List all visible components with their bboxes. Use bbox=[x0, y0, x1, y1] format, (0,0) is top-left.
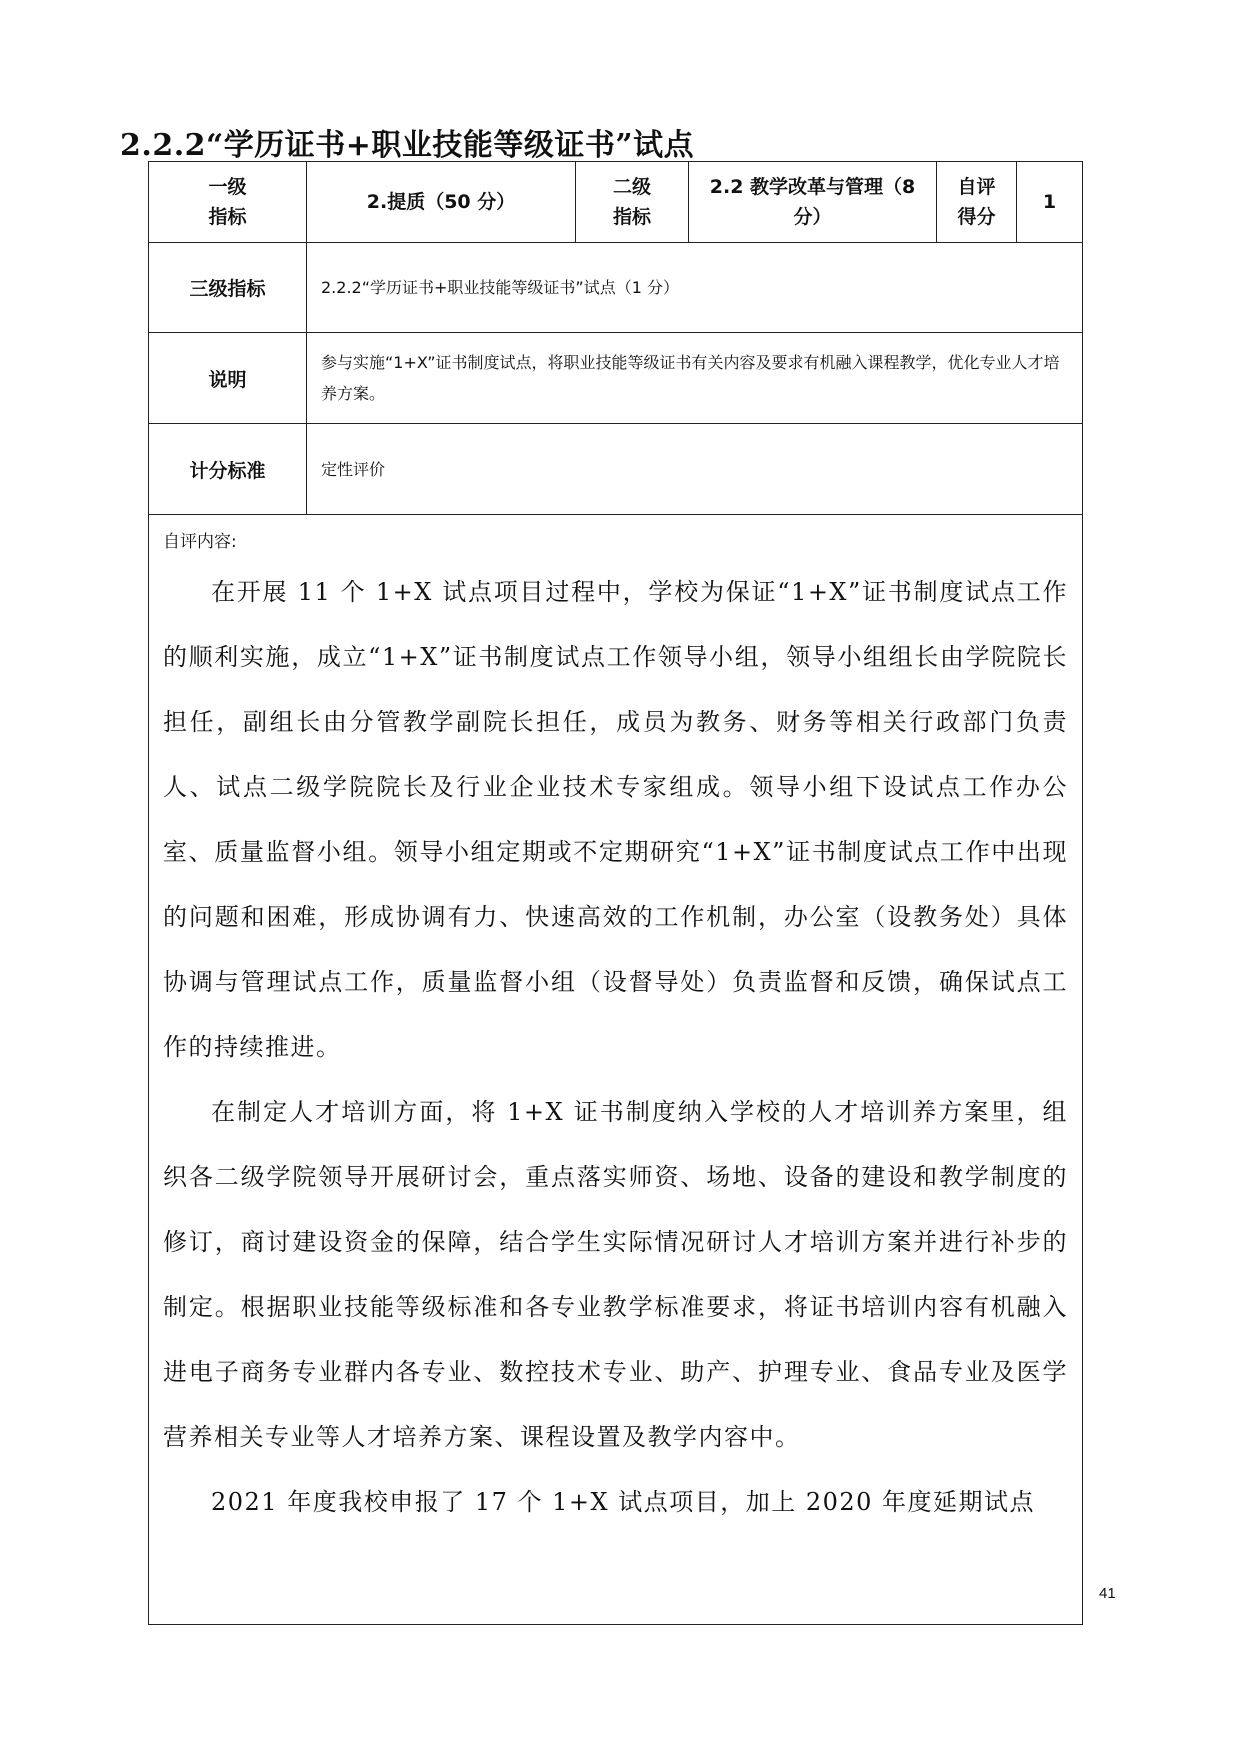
description-label: 说明 bbox=[149, 333, 307, 423]
level2-value: 2.2 教学改革与管理（8 分） bbox=[689, 162, 937, 242]
self-score-label: 自评 得分 bbox=[937, 162, 1017, 242]
page-number: 41 bbox=[1099, 1585, 1116, 1602]
level2-label: 二级 指标 bbox=[576, 162, 689, 242]
content-paragraph: 在开展 11 个 1+X 试点项目过程中，学校为保证“1+X”证书制度试点工作的顺利实施，成立“1+X”证书制度试点工作领导小组，领导小组组长由学院院长担任，副组长由分管教学副院长担任，成员为教务、财务等相关行政部门负责人、试点二级学院院长及行业企业技术专家组成。领导小组下设试点工作办公室、质量监督小组。领导小组定期或不定期研究“1+X”证书制度试点工作中出现的问题和困难，形成协调有力、快速高效的工作机制，办公室（设教务处）具体协调与管理试点工作，质量监督小组（设督导处）负责监督和反馈，确保试点工作的持续推进。 bbox=[163, 578, 1068, 1061]
self-score-value: 1 bbox=[1042, 191, 1057, 213]
self-eval-content bbox=[149, 515, 1082, 1624]
third-level-label: 三级指标 bbox=[149, 243, 307, 332]
evaluation-table bbox=[148, 161, 1083, 1625]
scoring-label: 计分标准 bbox=[149, 424, 307, 514]
description-value: 参与实施“1+X”证书制度试点，将职业技能等级证书有关内容及要求有机融入课程教学，优化专业人才培养方案。 bbox=[321, 353, 1060, 403]
self-eval-row bbox=[149, 515, 1082, 1624]
self-eval-title: 自评内容: bbox=[163, 532, 237, 552]
description-row bbox=[149, 333, 1082, 424]
level1-label: 一级 指标 bbox=[149, 162, 307, 242]
content-paragraph: 2021 年度我校申报了 17 个 1+X 试点项目，加上 2020 年度延期试点 bbox=[211, 1488, 1036, 1516]
third-level-value: 2.2.2“学历证书+职业技能等级证书”试点（1 分） bbox=[321, 278, 679, 297]
table-header-row bbox=[149, 162, 1082, 243]
scoring-row bbox=[149, 424, 1082, 515]
third-level-row bbox=[149, 243, 1082, 333]
scoring-value: 定性评价 bbox=[321, 459, 386, 479]
level1-value: 2.提质（50 分） bbox=[307, 162, 576, 242]
section-heading: 2.2.2“学历证书+职业技能等级证书”试点 bbox=[120, 128, 695, 163]
content-paragraph: 在制定人才培训方面，将 1+X 证书制度纳入学校的人才培训养方案里，组织各二级学院领导开展研讨会，重点落实师资、场地、设备的建设和教学制度的修订，商讨建设资金的保障，结合学生实际情况研讨人才培训方案并进行补步的制定。根据职业技能等级标准和各专业教学标准要求，将证书培训内容有机融入进电子商务专业群内各专业、数控技术专业、助产、护理专业、食品专业及医学营养相关专业等人才培养方案、课程设置及教学内容中。 bbox=[163, 1098, 1068, 1451]
